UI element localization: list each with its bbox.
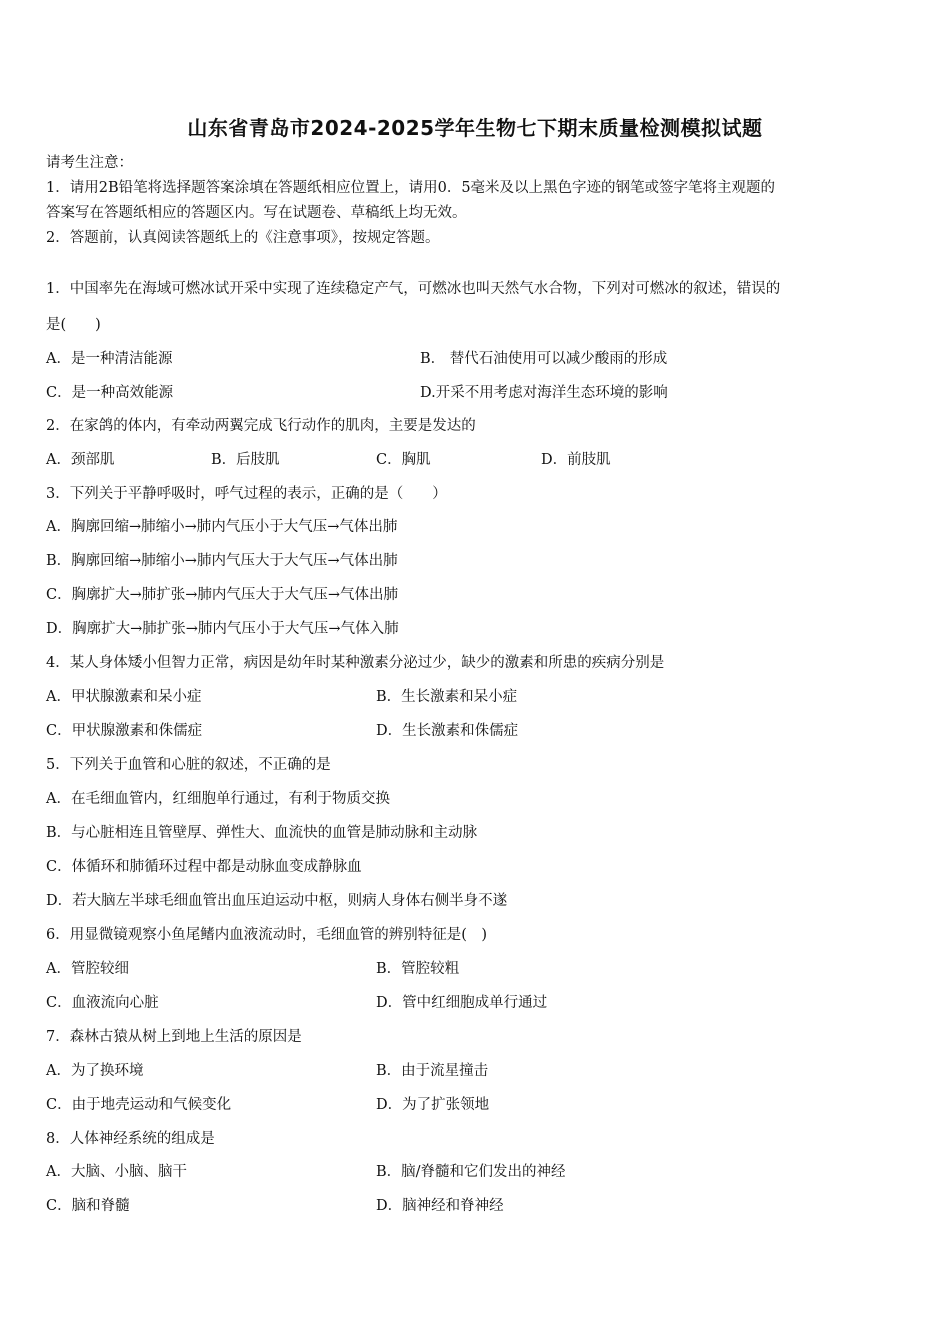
question-5-option-c: C．体循环和肺循环过程中都是动脉血变成静脉血 xyxy=(46,859,362,875)
question-6-option-c: C．血液流向心脏 xyxy=(46,995,159,1011)
question-2-option-d: D．前肢肌 xyxy=(541,452,611,468)
question-8-option-a: A．大脑、小脑、脑干 xyxy=(46,1164,187,1180)
question-5-stem: 5．下列关于血管和心脏的叙述，不正确的是 xyxy=(46,757,331,773)
question-1-option-b: B． 替代石油使用可以减少酸雨的形成 xyxy=(420,351,668,367)
question-5-option-a: A．在毛细血管内，红细胞单行通过，有利于物质交换 xyxy=(46,791,390,807)
question-1-option-d: D.开采不用考虑对海洋生态环境的影响 xyxy=(420,385,668,401)
notice-line-1: 1．请用2B铅笔将选择题答案涂填在答题纸相应位置上，请用0．5毫米及以上黑色字迹的钢笔或签字笔将主观题的 xyxy=(46,180,776,196)
question-4-option-c: C．甲状腺激素和侏儒症 xyxy=(46,723,203,739)
question-7-option-c: C．由于地壳运动和气候变化 xyxy=(46,1097,232,1113)
question-1-option-c: C．是一种高效能源 xyxy=(46,385,174,401)
question-3-option-a: A．胸廓回缩→肺缩小→肺内气压小于大气压→气体出肺 xyxy=(46,519,398,535)
question-6-option-b: B．管腔较粗 xyxy=(376,961,460,977)
question-3-option-d: D．胸廓扩大→肺扩张→肺内气压小于大气压→气体入肺 xyxy=(46,621,399,637)
question-3-option-c: C．胸廓扩大→肺扩张→肺内气压大于大气压→气体出肺 xyxy=(46,587,399,603)
question-8-option-d: D．脑神经和脊神经 xyxy=(376,1198,504,1214)
question-1-option-a: A．是一种清洁能源 xyxy=(46,351,173,367)
question-4-option-a: A．甲状腺激素和呆小症 xyxy=(46,689,202,705)
question-1-stem: 1．中国率先在海域可燃冰试开采中实现了连续稳定产气，可燃冰也叫天然气水合物，下列对可燃冰的叙述，错误的 xyxy=(46,281,781,297)
question-4-option-d: D．生长激素和侏儒症 xyxy=(376,723,519,739)
notice-heading: 请考生注意： xyxy=(46,155,133,171)
notice-line-1-cont: 答案写在答题纸相应的答题区内。写在试题卷、草稿纸上均无效。 xyxy=(46,205,467,221)
question-2-option-b: B．后肢肌 xyxy=(211,452,280,468)
notice-block xyxy=(46,151,906,251)
page-title: 山东省青岛市2024-2025学年生物七下期末质量检测模拟试题 xyxy=(187,116,763,140)
question-3-option-b: B．胸廓回缩→肺缩小→肺内气压大于大气压→气体出肺 xyxy=(46,553,398,569)
question-6-option-a: A．管腔较细 xyxy=(46,961,129,977)
question-8-option-c: C．脑和脊髓 xyxy=(46,1198,130,1214)
question-7-option-a: A．为了换环境 xyxy=(46,1063,144,1079)
question-2-stem: 2．在家鸽的体内，有牵动两翼完成飞行动作的肌肉，主要是发达的 xyxy=(46,418,476,434)
question-3-stem: 3．下列关于平静呼吸时，呼气过程的表示，正确的是（ ） xyxy=(46,486,447,502)
notice-line-2: 2．答题前，认真阅读答题纸上的《注意事项》，按规定答题。 xyxy=(46,230,440,246)
question-2-option-a: A．颈部肌 xyxy=(46,452,115,468)
question-4-option-b: B．生长激素和呆小症 xyxy=(376,689,518,705)
question-1-stem-cont: 是( ) xyxy=(46,317,101,333)
question-7-option-b: B．由于流星撞击 xyxy=(376,1063,489,1079)
question-2-option-c: C．胸肌 xyxy=(376,452,431,468)
question-5-option-b: B．与心脏相连且管壁厚、弹性大、血流快的血管是肺动脉和主动脉 xyxy=(46,825,478,841)
question-8-option-b: B．脑/脊髓和它们发出的神经 xyxy=(376,1164,566,1180)
question-5-option-d: D．若大脑左半球毛细血管出血压迫运动中枢，则病人身体右侧半身不遂 xyxy=(46,893,508,909)
question-8-stem: 8．人体神经系统的组成是 xyxy=(46,1131,215,1147)
question-7-option-d: D．为了扩张领地 xyxy=(376,1097,490,1113)
question-6-option-d: D．管中红细胞成单行通过 xyxy=(376,995,548,1011)
question-7-stem: 7．森林古猿从树上到地上生活的原因是 xyxy=(46,1029,302,1045)
question-4-stem: 4．某人身体矮小但智力正常，病因是幼年时某种激素分泌过少，缺少的激素和所患的疾病分别是 xyxy=(46,655,665,671)
question-6-stem: 6．用显微镜观察小鱼尾鳍内血液流动时，毛细血管的辨别特征是( ) xyxy=(46,927,488,943)
